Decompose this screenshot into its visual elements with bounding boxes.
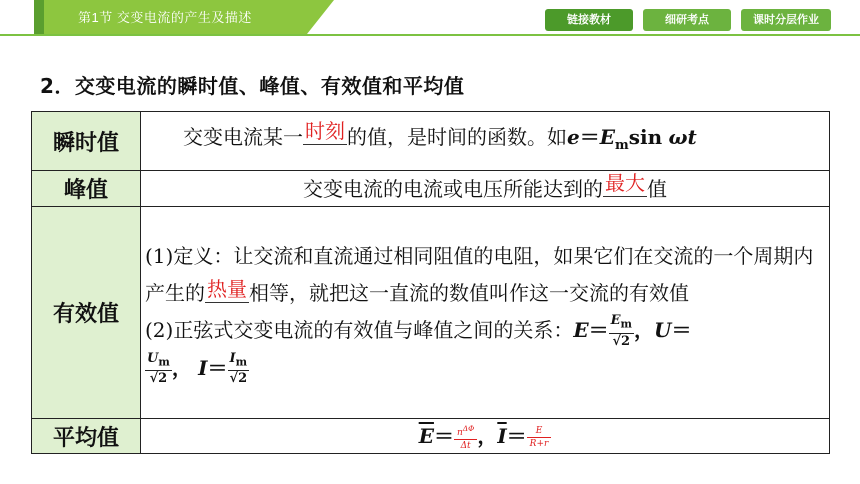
text-segment: 交变电流的电流或电压所能达到的 bbox=[303, 176, 603, 201]
text-segment: 相等，就把这一直流的数值叫作这一交流的有效值 bbox=[249, 280, 689, 305]
tab-accent bbox=[34, 0, 44, 34]
values-table bbox=[31, 111, 830, 454]
text-segment: (1)定义：让交流和直流通过相同阻值的电阻，如果它们在交流的一个周期内产生的 bbox=[145, 243, 814, 305]
fraction: $\frac{I_m}{√2}$ bbox=[229, 350, 248, 387]
fraction: $\frac{E_m}{√2}$ bbox=[610, 312, 632, 349]
table-row-average bbox=[32, 419, 830, 454]
fraction: $\frac{n^{\Delta\Phi}}{\Delta t}$ bbox=[454, 423, 477, 452]
top-bar bbox=[0, 0, 860, 36]
nav-link-textbook-button[interactable]: 链接教材 bbox=[545, 9, 633, 31]
fraction: $\frac{U_m}{√2}$ bbox=[147, 350, 170, 387]
row-label: 平均值 bbox=[32, 419, 141, 454]
row-label: 瞬时值 bbox=[32, 112, 141, 171]
text-segment: 值 bbox=[647, 176, 667, 201]
answer-blank: 最大 bbox=[605, 170, 645, 195]
section-heading: 2．交变电流的瞬时值、峰值、有效值和平均值 bbox=[40, 74, 465, 98]
row-content: 交变电流某一 时刻 的值，是时间的函数。如$e=E_m\sin$ ωt bbox=[141, 112, 830, 171]
nav-homework-button[interactable]: 课时分层作业 bbox=[741, 9, 831, 31]
table-row-peak bbox=[32, 171, 830, 207]
text-segment: 交变电流某一 bbox=[183, 124, 303, 149]
row-label: 峰值 bbox=[32, 171, 141, 207]
fraction: $\frac{E}{R+r}$ bbox=[527, 425, 552, 450]
row-label: 有效值 bbox=[32, 207, 141, 419]
table-row-instantaneous bbox=[32, 112, 830, 171]
row-content: (1)定义：让交流和直流通过相同阻值的电阻，如果它们在交流的一个周期内产生的 热量 相等，就把这一直流的数值叫作这一交流的有效值 (2)正弦式交变电流的有效值与峰值之间的关系：E＝ $\frac{E_m}{√2}$ ，U＝ $\frac{U_m}{√2}$ ， I＝ $\frac{I_m}{√2}$ bbox=[141, 207, 830, 419]
nav-study-points-button[interactable]: 细研考点 bbox=[643, 9, 731, 31]
answer-blank: 时刻 bbox=[305, 118, 345, 143]
text-segment: (2)正弦式交变电流的有效值与峰值之间的关系： bbox=[145, 317, 574, 342]
answer-blank: 热量 bbox=[207, 276, 247, 301]
average-formula: $\overline{E}=$ $\frac{n^{\Delta\Phi}}{\Delta t}$ ，$\overline{I}=$ $\frac{E}{R+r}$ bbox=[141, 419, 830, 454]
instantaneous-formula: e bbox=[567, 124, 580, 149]
text-segment: 的值，是时间的函数。如 bbox=[347, 124, 567, 149]
table-row-effective bbox=[32, 207, 830, 419]
header-divider bbox=[0, 34, 860, 36]
section-title: 第1节 交变电流的产生及描述 bbox=[78, 10, 252, 25]
row-content bbox=[141, 171, 830, 207]
